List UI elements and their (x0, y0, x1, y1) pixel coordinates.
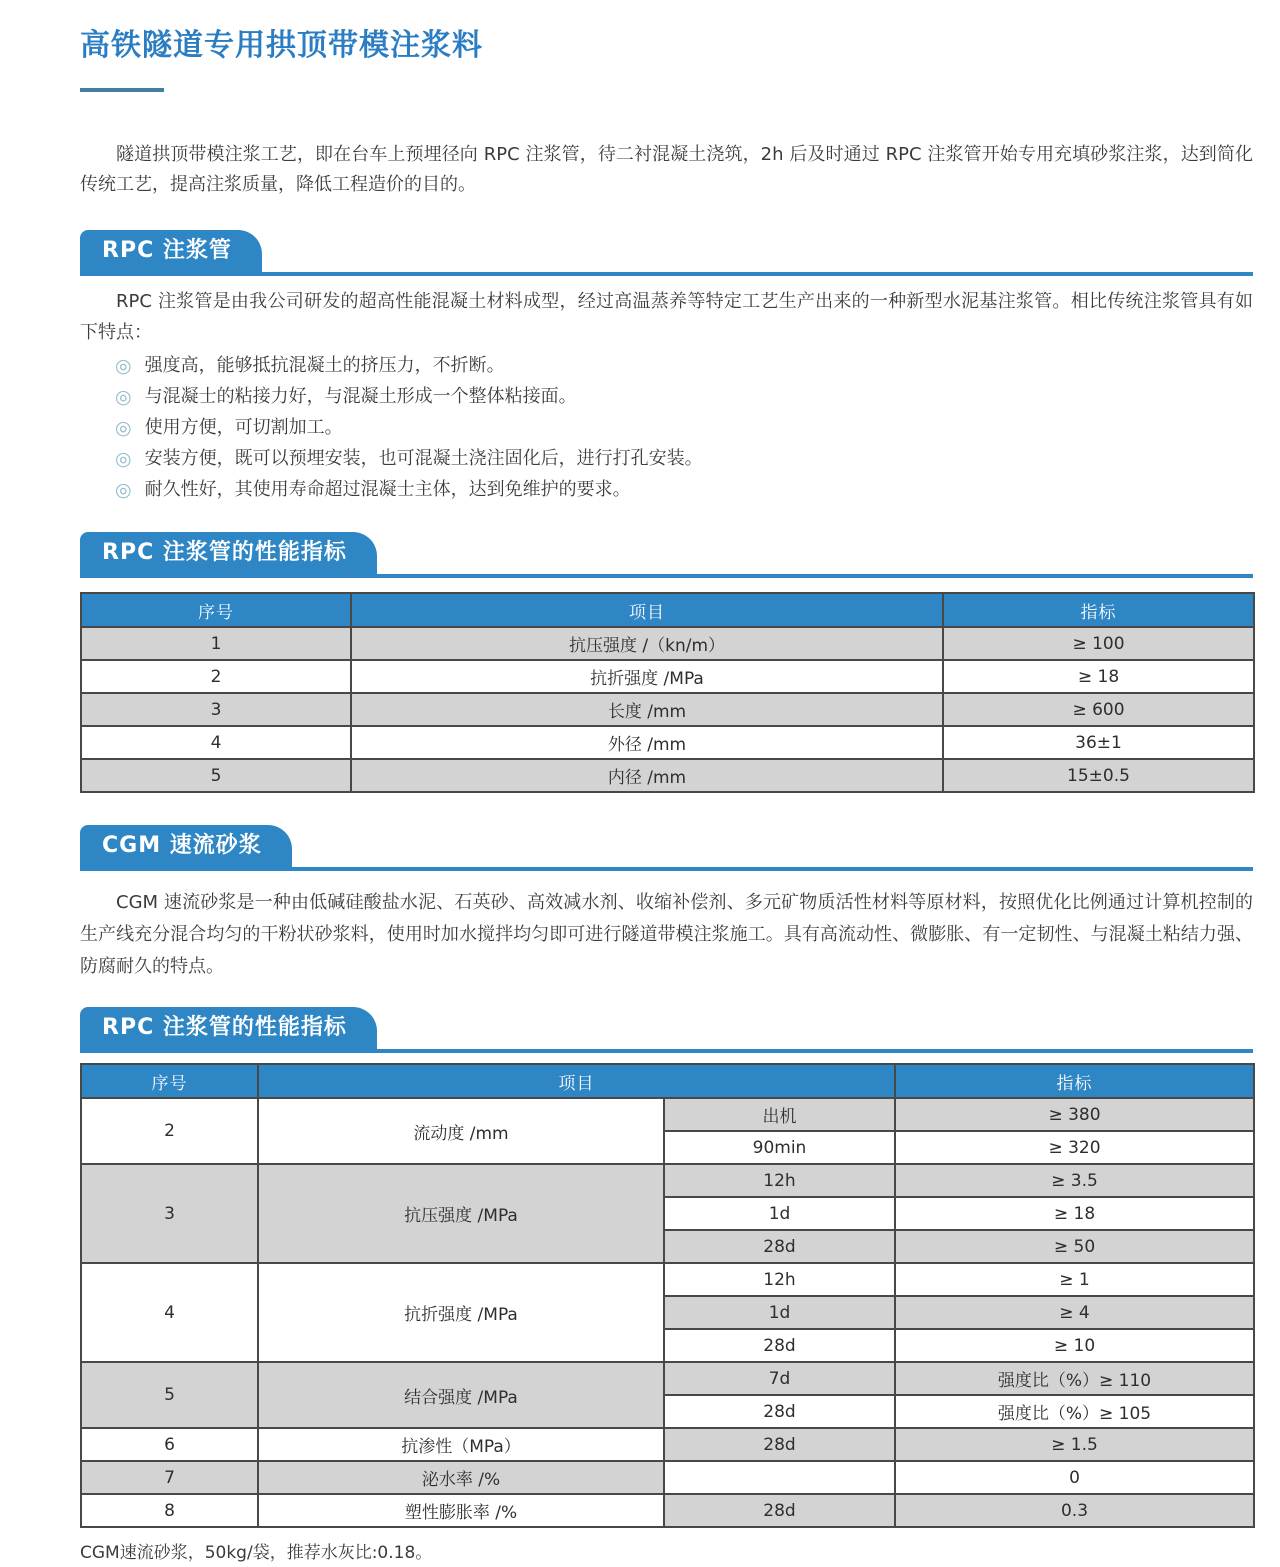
item-cell: 流动度 /mm (258, 1098, 664, 1164)
section-badge-cgm: CGM 速流砂浆 (80, 825, 292, 867)
rpc-table-body (81, 627, 1254, 792)
cgm-table-header (81, 1064, 1254, 1098)
double-circle-bullet-icon: ◎ (115, 448, 132, 470)
table-cell: 内径 /mm (351, 759, 943, 792)
row-number-cell: 6 (81, 1428, 258, 1461)
table-row (81, 726, 1254, 759)
column-header-index: 指标 (943, 593, 1254, 627)
table-cell: 1 (81, 627, 351, 660)
section-divider-rpc-performance (80, 532, 1253, 578)
item-cell: 泌水率 /% (258, 1461, 664, 1494)
table-row (81, 759, 1254, 792)
page-title: 高铁隧道专用拱顶带模注浆料 (80, 28, 483, 63)
section-divider-cgm-performance (80, 1007, 1253, 1053)
feature-item (115, 381, 1253, 412)
table-row (81, 1164, 1254, 1197)
section-badge-rpc: RPC 注浆管 (80, 230, 262, 272)
double-circle-bullet-icon: ◎ (115, 479, 132, 501)
rpc-description: RPC 注浆管是由我公司研发的超高性能混凝土材料成型，经过高温蒸养等特定工艺生产出来的一种新型水泥基注浆管。相比传统注浆管具有如下特点： (80, 291, 1253, 343)
table-cell: 长度 /mm (351, 693, 943, 726)
row-number-cell: 7 (81, 1461, 258, 1494)
rpc-feature-list (80, 350, 1253, 505)
value-cell: ≥ 10 (895, 1329, 1254, 1362)
item-cell: 抗压强度 /MPa (258, 1164, 664, 1263)
table-header-row (81, 593, 1254, 627)
footnote: CGM速流砂浆，50kg/袋，推荐水灰比:0.18。 (80, 1543, 433, 1563)
rpc-table-header (81, 593, 1254, 627)
condition-cell: 90min (664, 1131, 895, 1164)
document-page (0, 26, 1280, 1563)
table-row (81, 1263, 1254, 1296)
feature-text: 耐久性好，其使用寿命超过混凝士主体，达到免维护的要求。 (144, 479, 631, 500)
condition-cell: 28d (664, 1230, 895, 1263)
row-number-cell: 8 (81, 1494, 258, 1527)
table-row (81, 1098, 1254, 1131)
value-cell: ≥ 3.5 (895, 1164, 1254, 1197)
row-number-cell: 3 (81, 1164, 258, 1263)
double-circle-bullet-icon: ◎ (115, 417, 132, 439)
value-cell: ≥ 1 (895, 1263, 1254, 1296)
double-circle-bullet-icon: ◎ (115, 355, 132, 377)
item-cell: 抗渗性（MPa） (258, 1428, 664, 1461)
value-cell: ≥ 320 (895, 1131, 1254, 1164)
section-divider-cgm (80, 825, 1253, 871)
feature-text: 使用方便，可切割加工。 (144, 417, 343, 438)
feature-item (115, 443, 1253, 474)
condition-cell (664, 1461, 895, 1494)
table-cell: ≥ 600 (943, 693, 1254, 726)
item-cell: 抗折强度 /MPa (258, 1263, 664, 1362)
title-underline-decoration (80, 88, 164, 92)
condition-cell: 1d (664, 1296, 895, 1329)
condition-cell: 28d (664, 1329, 895, 1362)
condition-cell: 1d (664, 1197, 895, 1230)
value-cell: ≥ 380 (895, 1098, 1254, 1131)
table-row (81, 1494, 1254, 1527)
condition-cell: 12h (664, 1263, 895, 1296)
section-badge-rpc-performance: RPC 注浆管的性能指标 (80, 532, 377, 574)
value-cell: 0.3 (895, 1494, 1254, 1527)
value-cell: ≥ 18 (895, 1197, 1254, 1230)
feature-text: 强度高，能够抵抗混凝土的挤压力，不折断。 (144, 355, 505, 376)
table-row (81, 627, 1254, 660)
item-cell: 塑性膨胀率 /% (258, 1494, 664, 1527)
table-cell: 抗压强度 /（kn/m） (351, 627, 943, 660)
condition-cell: 28d (664, 1494, 895, 1527)
table-cell: 3 (81, 693, 351, 726)
table-cell: 5 (81, 759, 351, 792)
cgm-performance-table (80, 1063, 1255, 1528)
column-header-no: 序号 (81, 593, 351, 627)
feature-text: 与混凝士的粘接力好，与混凝土形成一个整体粘接面。 (144, 386, 577, 407)
value-cell: ≥ 1.5 (895, 1428, 1254, 1461)
table-cell: 15±0.5 (943, 759, 1254, 792)
column-header-item: 项目 (351, 593, 943, 627)
condition-cell: 出机 (664, 1098, 895, 1131)
table-row (81, 1362, 1254, 1395)
table-row (81, 693, 1254, 726)
row-number-cell: 2 (81, 1098, 258, 1164)
table-header-row (81, 1064, 1254, 1098)
table-cell: ≥ 100 (943, 627, 1254, 660)
value-cell: 0 (895, 1461, 1254, 1494)
value-cell: ≥ 4 (895, 1296, 1254, 1329)
rpc-performance-table (80, 592, 1255, 793)
condition-cell: 12h (664, 1164, 895, 1197)
table-row (81, 660, 1254, 693)
cgm-table-body (81, 1098, 1254, 1527)
table-cell: 36±1 (943, 726, 1254, 759)
intro-paragraph: 隧道拱顶带模注浆工艺，即在台车上预埋径向 RPC 注浆管，待二衬混凝土浇筑，2h 后及时通过 RPC 注浆管开始专用充填砂浆注浆，达到简化传统工艺，提高注浆质量，降低工程造价的目的。 (80, 144, 1253, 195)
table-cell: 外径 /mm (351, 726, 943, 759)
feature-text: 安装方便，既可以预埋安装，也可混凝土浇注固化后，进行打孔安装。 (144, 448, 703, 469)
column-header-index: 指标 (895, 1064, 1254, 1098)
section-divider-rpc (80, 230, 1253, 276)
table-row (81, 1461, 1254, 1494)
table-cell: ≥ 18 (943, 660, 1254, 693)
item-cell: 结合强度 /MPa (258, 1362, 664, 1428)
condition-cell: 28d (664, 1428, 895, 1461)
column-header-no: 序号 (81, 1064, 258, 1098)
section-badge-cgm-performance: RPC 注浆管的性能指标 (80, 1007, 377, 1049)
table-cell: 抗折强度 /MPa (351, 660, 943, 693)
condition-cell: 28d (664, 1395, 895, 1428)
feature-item (115, 412, 1253, 443)
feature-item (115, 350, 1253, 381)
row-number-cell: 5 (81, 1362, 258, 1428)
table-cell: 2 (81, 660, 351, 693)
table-row (81, 1428, 1254, 1461)
condition-cell: 7d (664, 1362, 895, 1395)
value-cell: 强度比（%）≥ 105 (895, 1395, 1254, 1428)
value-cell: ≥ 50 (895, 1230, 1254, 1263)
row-number-cell: 4 (81, 1263, 258, 1362)
value-cell: 强度比（%）≥ 110 (895, 1362, 1254, 1395)
feature-item (115, 474, 1253, 505)
column-header-item: 项目 (258, 1064, 895, 1098)
double-circle-bullet-icon: ◎ (115, 386, 132, 408)
table-cell: 4 (81, 726, 351, 759)
cgm-description: CGM 速流砂浆是一种由低碱硅酸盐水泥、石英砂、高效减水剂、收缩补偿剂、多元矿物质活性材料等原材料，按照优化比例通过计算机控制的生产线充分混合均匀的干粉状砂浆料，使用时加水搅拌均匀即可进行隧道带模注浆施工。具有高流动性、微膨胀、有一定韧性、与混凝土粘结力强、防腐耐久的特点。 (80, 892, 1253, 977)
